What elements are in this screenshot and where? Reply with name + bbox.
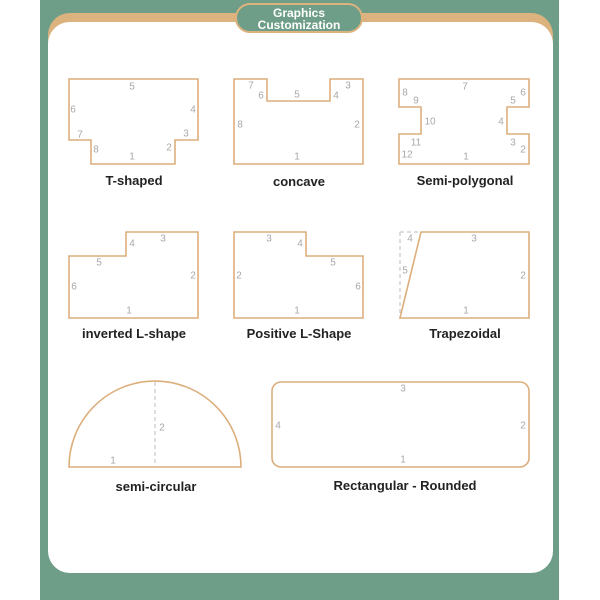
inverted-l-label: inverted L-shape bbox=[81, 326, 187, 341]
edge-number: 8 bbox=[402, 87, 408, 99]
inverted-l-diagram bbox=[69, 232, 198, 341]
edge-number: 4 bbox=[190, 104, 196, 116]
edge-number: 3 bbox=[345, 80, 351, 92]
t-shaped-label: T-shaped bbox=[105, 173, 163, 188]
edge-number: 5 bbox=[294, 89, 300, 101]
edge-number: 4 bbox=[498, 116, 504, 128]
concave-diagram bbox=[234, 79, 363, 189]
edge-number: 12 bbox=[401, 149, 413, 161]
concave-label: concave bbox=[272, 174, 326, 189]
edge-number: 4 bbox=[407, 233, 413, 245]
edge-number: 6 bbox=[520, 87, 526, 99]
edge-number: 3 bbox=[183, 128, 189, 140]
trapezoidal-label: Trapezoidal bbox=[429, 326, 501, 341]
edge-number: 2 bbox=[354, 119, 360, 131]
edge-number: 6 bbox=[355, 281, 361, 293]
title-line-1: Graphics bbox=[272, 6, 326, 20]
edge-number: 1 bbox=[129, 151, 135, 163]
edge-number: 1 bbox=[294, 151, 300, 163]
edge-number: 2 bbox=[159, 422, 165, 434]
edge-number: 1 bbox=[463, 305, 469, 317]
semi-circular-diagram bbox=[69, 381, 241, 494]
edge-number: 1 bbox=[126, 305, 132, 317]
edge-number: 3 bbox=[510, 137, 516, 149]
rect-rounded-label: Rectangular - Rounded bbox=[333, 478, 477, 493]
edge-number: 6 bbox=[70, 104, 76, 116]
edge-number: 3 bbox=[400, 383, 406, 395]
edge-number: 5 bbox=[510, 95, 516, 107]
edge-number: 2 bbox=[236, 270, 242, 282]
edge-number: 4 bbox=[333, 90, 339, 102]
edge-number: 6 bbox=[258, 90, 264, 102]
edge-number: 8 bbox=[237, 119, 243, 131]
semi-polygonal-diagram bbox=[399, 79, 529, 188]
positive-l-label: Positive L-Shape bbox=[246, 326, 352, 341]
edge-number: 1 bbox=[294, 305, 300, 317]
edge-number: 3 bbox=[266, 233, 272, 245]
edge-number: 2 bbox=[520, 270, 526, 282]
edge-number: 4 bbox=[129, 238, 135, 250]
semi-polygonal-label: Semi-polygonal bbox=[416, 173, 514, 188]
t-shaped-diagram bbox=[69, 79, 198, 188]
edge-number: 8 bbox=[93, 144, 99, 156]
edge-number: 6 bbox=[71, 281, 77, 293]
edge-number: 5 bbox=[96, 257, 102, 269]
edge-number: 7 bbox=[248, 80, 254, 92]
edge-number: 4 bbox=[275, 420, 281, 432]
edge-number: 4 bbox=[297, 238, 303, 250]
edge-number: 7 bbox=[77, 129, 83, 141]
rect-rounded-diagram bbox=[272, 382, 529, 493]
edge-number: 2 bbox=[520, 420, 526, 432]
title-line-2: Customization bbox=[257, 18, 341, 32]
positive-l-diagram bbox=[234, 232, 363, 341]
title-badge bbox=[235, 3, 363, 33]
edge-number: 1 bbox=[110, 455, 116, 467]
edge-number: 11 bbox=[410, 137, 422, 149]
edge-number: 5 bbox=[402, 265, 408, 277]
edge-number: 3 bbox=[160, 233, 166, 245]
semi-circular-label: semi-circular bbox=[115, 479, 197, 494]
edge-number: 5 bbox=[129, 81, 135, 93]
edge-number: 1 bbox=[400, 454, 406, 466]
edge-number: 2 bbox=[166, 142, 172, 154]
edge-number: 9 bbox=[413, 95, 419, 107]
edge-number: 3 bbox=[471, 233, 477, 245]
edge-number: 2 bbox=[190, 270, 196, 282]
edge-number: 5 bbox=[330, 257, 336, 269]
trapezoidal-diagram bbox=[400, 232, 529, 341]
edge-number: 10 bbox=[424, 116, 436, 128]
edge-number: 7 bbox=[462, 81, 468, 93]
edge-number: 1 bbox=[463, 151, 469, 163]
edge-number: 2 bbox=[520, 144, 526, 156]
